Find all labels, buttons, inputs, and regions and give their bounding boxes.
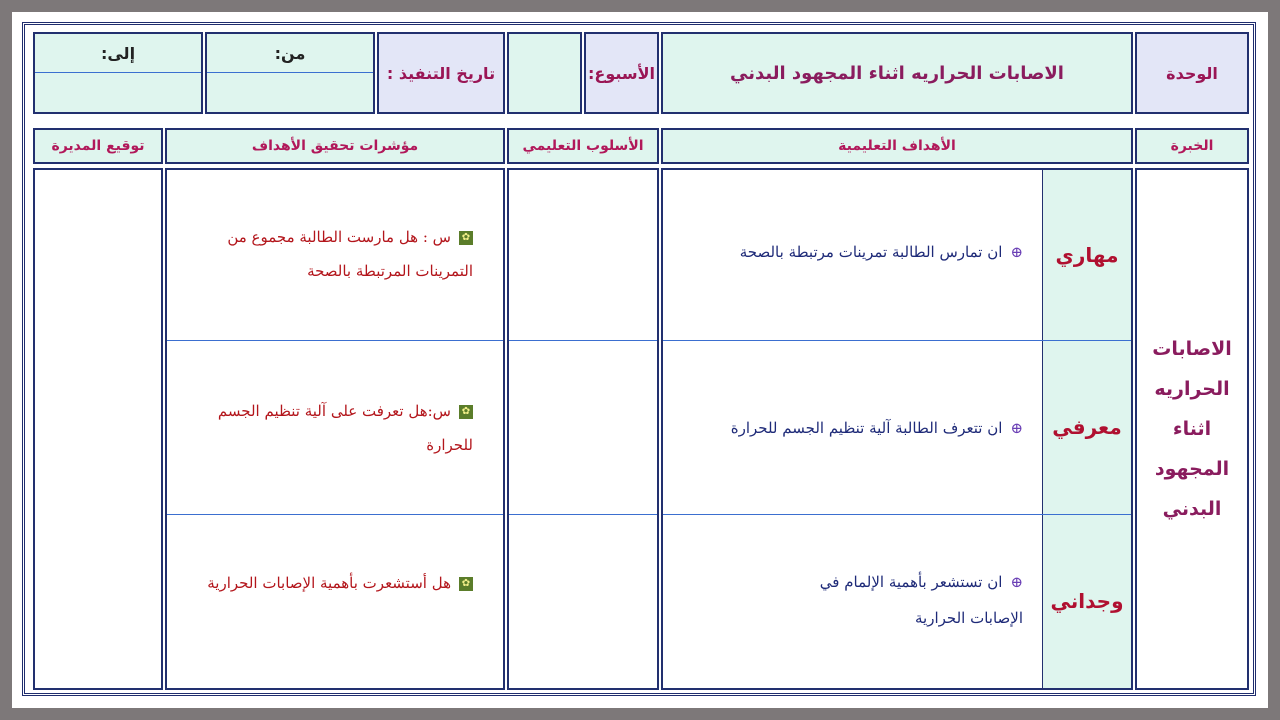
unit-label-cell	[1135, 32, 1249, 114]
star-bullet-icon: ✿	[459, 405, 473, 419]
method-cell[interactable]	[507, 168, 659, 690]
week-label: الأسبوع:	[587, 63, 656, 83]
signature-cell[interactable]	[33, 168, 163, 690]
indicators-row-divider-1	[167, 340, 503, 341]
lesson-plan-sheet	[12, 12, 1268, 708]
to-label-row	[35, 34, 201, 72]
to-cell[interactable]	[33, 32, 203, 114]
col-header-objectives-label: الأهداف التعليمية	[838, 138, 956, 154]
unit-title-cell	[661, 32, 1133, 114]
col-header-experience	[1135, 128, 1249, 164]
cross-bullet-icon: ⊕	[1010, 573, 1023, 591]
col-header-signature-label: توقيع المديرة	[51, 138, 145, 154]
week-label-cell	[584, 32, 659, 114]
method-row-divider-2	[509, 514, 657, 515]
domain-label-3: وجداني	[1050, 589, 1124, 613]
experience-cell	[1135, 168, 1249, 690]
domain-cell-1	[1043, 170, 1131, 340]
objective-3-text: ان تستشعر بأهمية الإلمام في الإصابات الحرارية	[819, 573, 1023, 627]
experience-line-1: الاصابات	[1152, 338, 1232, 360]
domain-label-2: معرفي	[1052, 415, 1122, 439]
indicators-cell	[165, 168, 505, 690]
to-label: إلى:	[100, 43, 136, 63]
experience-line-5: البدني	[1162, 498, 1222, 520]
indicator-3	[185, 566, 473, 600]
cross-bullet-icon: ⊕	[1010, 419, 1023, 437]
col-header-objectives	[661, 128, 1133, 164]
from-label: من:	[274, 43, 306, 63]
indicator-1-text: س : هل مارست الطالبة مجموع من التمرينات المرتبطة بالصحة	[227, 228, 473, 280]
star-bullet-icon: ✿	[459, 231, 473, 245]
unit-title: الاصابات الحراريه اثناء المجهود البدني	[730, 62, 1064, 84]
unit-label: الوحدة	[1166, 63, 1218, 83]
from-cell[interactable]	[205, 32, 375, 114]
col-header-method-label: الأسلوب التعليمي	[522, 138, 644, 154]
objectives-cell	[661, 168, 1133, 690]
cross-bullet-icon: ⊕	[1010, 243, 1023, 261]
exec-date-label: تاريخ التنفيذ :	[386, 63, 496, 83]
indicators-row-divider-2	[167, 514, 503, 515]
indicator-1	[185, 220, 473, 288]
week-value-cell[interactable]	[507, 32, 582, 114]
experience-line-4: المجهود	[1154, 458, 1230, 480]
col-header-experience-label: الخبرة	[1170, 138, 1214, 154]
objective-1	[683, 234, 1023, 270]
experience-line-3: اثناء	[1172, 418, 1212, 440]
col-header-indicators-label: مؤشرات تحقيق الأهداف	[251, 138, 419, 154]
objective-3	[783, 564, 1023, 636]
experience-line-2: الحراريه	[1154, 378, 1230, 400]
star-bullet-icon: ✿	[459, 577, 473, 591]
col-header-method	[507, 128, 659, 164]
objective-2	[683, 410, 1023, 446]
domain-cell-2	[1043, 340, 1131, 514]
from-label-row	[207, 34, 373, 72]
objective-2-text: ان تتعرف الطالبة آلية تنظيم الجسم للحرارة	[730, 419, 1003, 437]
exec-date-label-cell	[377, 32, 505, 114]
domain-cell-3	[1043, 514, 1131, 688]
col-header-signature	[33, 128, 163, 164]
domain-label-1: مهاري	[1055, 243, 1119, 267]
indicator-3-text: هل أستشعرت بأهمية الإصابات الحرارية	[207, 574, 451, 592]
indicator-2-text: س:هل تعرفت على آلية تنظيم الجسم للحرارة	[217, 402, 473, 454]
col-header-indicators	[165, 128, 505, 164]
to-divider	[35, 72, 201, 73]
indicator-2	[185, 394, 473, 462]
method-row-divider-1	[509, 340, 657, 341]
from-divider	[207, 72, 373, 73]
objective-1-text: ان تمارس الطالبة تمرينات مرتبطة بالصحة	[739, 243, 1003, 261]
